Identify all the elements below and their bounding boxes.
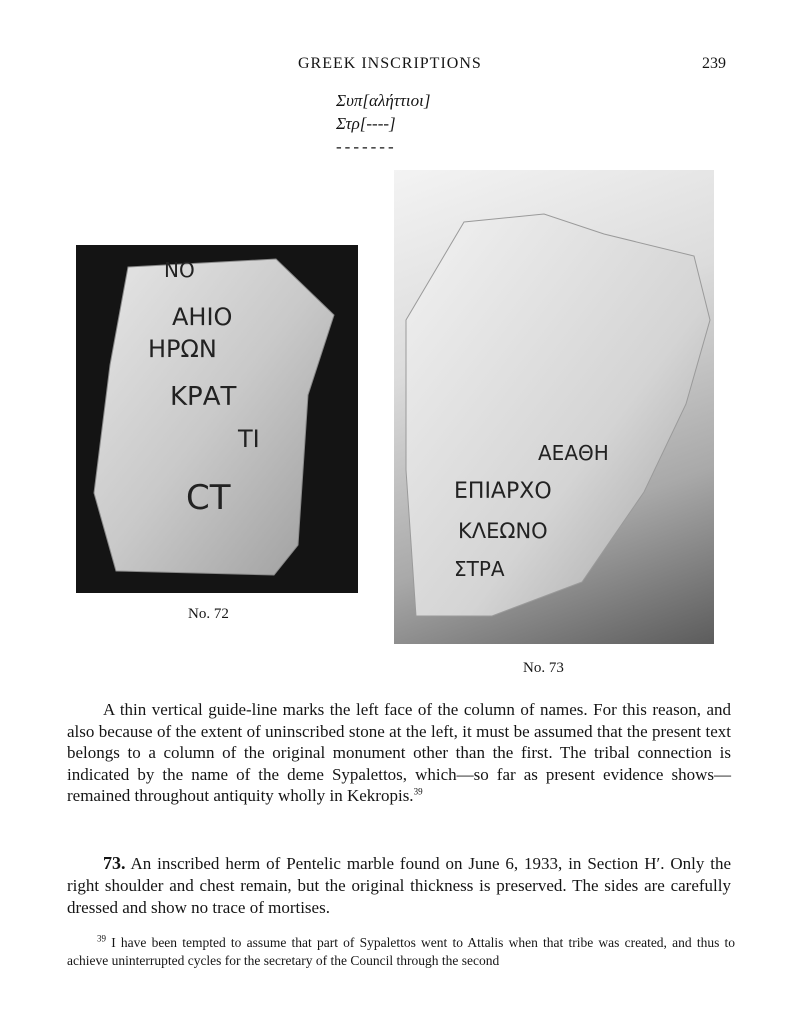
greek-text-block	[336, 89, 431, 158]
greek-line-2: Στρ[----]	[336, 114, 396, 133]
inscription-72-line-4: ΚΡΑΤ	[170, 382, 237, 412]
footnote-marker: 39	[97, 933, 106, 944]
page-number: 239	[702, 55, 726, 72]
photo-no-72	[76, 245, 358, 593]
body-paragraph-text: A thin vertical guide-line marks the left face of the column of names. For this reason, and also because of the extent of uninscribed stone at the left, it must be assumed that the present text belongs to a column of the original monument other than the first. The tribal connection is indicated by the name of the deme Sypalettos, which—so far as present evidence shows—remained throughout antiquity wholly in Kekropis.	[67, 700, 731, 805]
inscription-72-line-3: ΗΡΩΝ	[148, 335, 217, 363]
running-head	[0, 55, 794, 77]
inscription-73-line-2: ΕΠΙΑΡΧΟ	[454, 479, 552, 504]
footnote-ref-39[interactable]: 39	[413, 786, 423, 797]
running-head-title: GREEK INSCRIPTIONS	[298, 55, 482, 72]
footnote-39	[67, 934, 735, 970]
greek-line-1: Συπ[αλήττιοι]	[336, 91, 431, 110]
entry-73	[67, 852, 731, 919]
stone-shape-73	[406, 214, 710, 616]
stone-fragment-72	[76, 245, 358, 593]
caption-no-72: No. 72	[188, 606, 229, 622]
body-paragraph	[67, 699, 731, 807]
inscription-72-line-2: ΑΗΙΟ	[172, 303, 233, 331]
greek-line-3: -------	[336, 137, 397, 156]
entry-text: An inscribed herm of Pentelic marble found on June 6, 1933, in Section Η′. Only the right shoulder and chest remain, but the original thickness is preserved. The sides are carefully dressed and show no trace of mortises.	[67, 854, 731, 917]
inscription-73-line-1: ΑΕΑΘΗ	[538, 441, 609, 465]
inscription-72-line-1: ΝΟ	[164, 258, 195, 282]
entry-number: 73.	[103, 853, 126, 873]
stone-fragment-73	[394, 170, 714, 644]
inscription-73-line-4: ΣΤΡΑ	[454, 557, 505, 581]
inscription-72-line-5: ΤΙ	[238, 425, 260, 453]
inscription-73-line-3: ΚΛΕΩΝΟ	[458, 519, 548, 543]
inscription-72-line-6: CT	[186, 478, 231, 518]
caption-no-73: No. 73	[523, 660, 564, 676]
footnote-text: I have been tempted to assume that part of Sypalettos went to Attalis when that tribe was created, and thus to achieve uninterrupted cycles for the secretary of the Council through the second	[67, 935, 736, 968]
photo-no-73	[394, 170, 714, 644]
